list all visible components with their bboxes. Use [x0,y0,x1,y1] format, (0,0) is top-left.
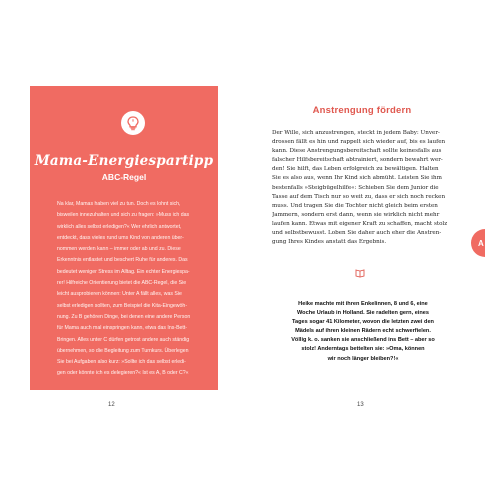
tip-line: Erkenntnis entlastet und beschert Ruhe für anderes. Das [57,257,188,264]
tip-line: Na klar, Mamas haben viel zu tun. Doch es lohnt sich, [57,201,181,207]
tip-line: bisweilen innezuhalten und sich zu fragen: »Muss ich das [57,212,190,219]
example-line: stolz! Anderntags bettelten sie: »Oma, können [301,346,425,353]
tip-line: bedeutet weniger Stress im Alltag. Ein echter Energiespa- [57,268,190,275]
body-line: Jammern, sondern erst dann, wenn sie wirklich nicht mehr [272,211,440,218]
energy-tip-box [30,86,218,390]
example-line: Woche Urlaub in Holland. Sie radelten gern, eines [297,310,429,317]
tip-line: leicht ausprobieren können: Unter A fällt alles, was Sie [57,291,182,298]
tip-line: selbst erledigen sollten, zum Beispiel die Kita-Eingewöh- [57,302,188,309]
tip-subtitle: ABC-Regel [101,172,147,182]
tip-line: wirklich alles selbst erledigen?« Wer ehrlich antwortet, [57,223,182,230]
body-line: falscher Hilfsbereitschaft abtrainiert, sondern bewahrt wer- [272,157,443,164]
example-line: Heike machte mit ihren Enkelinnen, 8 und 6, eine [298,301,428,307]
body-line: laufen kann. Etwas mit eigener Kraft zu schaffen, macht stolz [272,220,448,227]
tip-text [57,199,217,380]
example-story [272,300,454,364]
body-text [272,129,454,247]
example-line: Tages sogar 41 Kilometer, wovon die letzten zwei den [292,319,434,326]
tip-line: entdeckt, dass vieles rund ums Kind von anderen über- [57,234,184,241]
body-line: gung Ihres Kindes anstatt das Ergebnis. [272,239,387,246]
body-line: Tasse auf dem Tisch nur so weit zu, dass er sich noch recken [272,193,446,200]
tip-title: Mama-Energiespartipp [34,153,214,169]
tip-line: gen oder könnte ich es delegieren?« Ist es A, B oder C?« [57,370,189,377]
example-line: Mädels auf ihren kleinen Rädern echt schwerfielen. [295,328,431,335]
chapter-tab-label: A [478,238,484,248]
section-title: Anstrengung fördern [312,105,412,116]
page-number-right: 13 [357,402,364,408]
tip-line: Sie bei Aufgaben also kurz: »Sollte ich das selbst erledi- [57,359,186,366]
example-line: Völlig k. o. sanken sie anschließend ins Bett – aber so [291,337,435,344]
tip-line: Bringen. Alles unter C dürfen getrost andere auch ständig [57,336,190,343]
lightbulb-icon [121,111,145,135]
tip-line: übernehmen, so die Begleitung zum Turnkurs. Überlegen [57,347,189,354]
body-line: bestenfalls »Steigbügelhilfe«: Schieben Sie dem Junior die [272,184,439,191]
tip-line: für Mama auch mal einspringen kann, etwa das Ins-Bett- [57,325,188,332]
body-line: und selbstbewusst. Loben Sie daher auch eher die Anstren- [272,230,442,237]
book-icon [355,265,365,275]
body-line: muss. Und tragen Sie die Tochter nicht gleich beim ersten [272,202,438,209]
tip-line: nung. Zu B gehören Dinge, bei denen eine andere Person [57,313,191,320]
tip-line: nommen werden kann – immer oder ab und zu. Diese [57,246,181,253]
body-line: drossen fällt es hin und rappelt sich wieder auf, bis es laufen [272,139,446,146]
body-line: Der Wille, sich anzustrengen, steckt in jedem Baby: Unver- [272,130,440,136]
tip-line: rer! Hilfreiche Orientierung bietet die ABC-Regel, die Sie [57,280,187,287]
page-number-left: 12 [108,402,115,408]
chapter-tab[interactable] [471,229,485,257]
body-line: kann. Diese Anstrengungsbereitschaft sollte keinesfalls aus [272,148,442,155]
body-line: den! Sie hilft, das Leben erfolgreich zu bewältigen. Halten [272,166,439,173]
body-line: Sie es also aus, wenn Ihr Kind sich abmüht. Leisten Sie ihm [272,175,442,182]
example-line: wir noch länger bleiben?!« [327,355,399,362]
